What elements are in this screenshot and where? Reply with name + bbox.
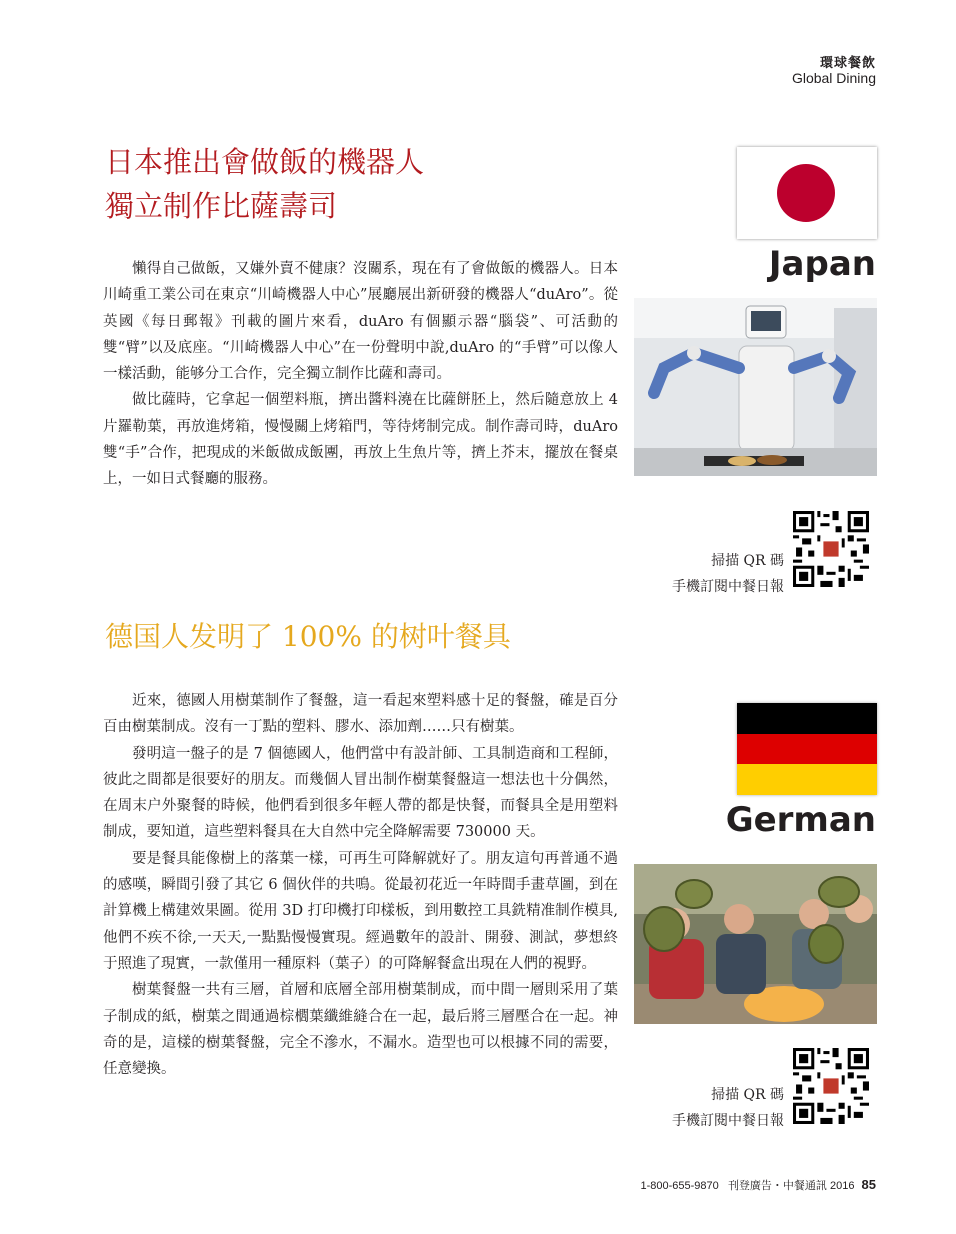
country-label-japan: Japan [768,244,876,284]
qr-label-2-line1: 掃描 QR 碼 [711,1087,784,1103]
friends-illustration [634,864,877,1024]
article2-title: 德国人发明了 100% 的树叶餐具 [105,620,511,653]
page-footer [640,1177,876,1193]
country-label-german: German [725,800,876,840]
qr-code-icon[interactable] [793,1048,869,1124]
article1-body [103,256,618,493]
article1-paragraph-1: 懶得自己做飯，又嫌外賣不健康？沒關系，現在有了會做飯的機器人。日本川崎重工業公司在東京“川崎機器人中心”展廳展出新研發的機器人“duAro”。從英國《每日郵報》刊載的圖片來看，duAro 有個顯示器“腦袋”、可活動的雙“臂”以及底座。“川崎機器人中心”在一份聲明中說,duAro 的“手臂”可以像人一樣活動，能够分工合作，完全獨立制作比薩和壽司。 [103,261,618,383]
robot-illustration [634,298,877,476]
robot-cooking-photo [634,298,877,476]
article1-title-line2: 獨立制作比薩壽司 [105,189,338,223]
germany-flag-icon [737,703,877,795]
qr-code-icon[interactable] [793,511,869,587]
footer-phone: 1-800-655-9870 [640,1180,719,1192]
qr-label-1-line1: 掃描 QR 碼 [711,553,784,569]
article2-paragraph-2: 發明這一盤子的是 7 個德國人，他們當中有設計師、工具制造商和工程師，彼此之間都是很要好的朋友。而幾個人冒出制作樹葉餐盤這一想法也十分偶然，在周末户外聚餐的時候，他們看到很多年輕人帶的都是快餐，而餐具全是用塑料制成，要知道，這些塑料餐具在大自然中完全降解需要 730000 天。 [103,745,618,841]
germany-flag-red [737,734,877,765]
article2-paragraph-4: 樹葉餐盤一共有三層，首層和底層全部用樹葉制成，而中間一層則采用了葉子制成的紙，樹葉之間通過棕櫚葉纖維縫合在一起，最后將三層壓合在一起。神奇的是，這樣的樹葉餐盤，完全不滲水，不漏水。造型也可以根據不同的需要，任意變換。 [103,982,618,1078]
germany-flag-gold [737,764,877,795]
qr-label-2 [672,1082,784,1134]
leaf-plates-photo [634,864,877,1024]
japan-flag-sun [777,164,835,222]
germany-flag-black [737,703,877,734]
page-number: 85 [861,1177,876,1192]
article1-title-line1: 日本推出會做飯的機器人 [105,145,425,179]
qr-label-1-line2: 手機訂閱中餐日報 [672,579,784,595]
section-title-en: Global Dining [791,70,876,86]
article2-paragraph-1: 近來，德國人用樹葉制作了餐盤，這一看起來塑料感十足的餐盤，確是百分百由樹葉制成。沒有一丁點的塑料、膠水、添加劑……只有樹葉。 [103,693,618,736]
qr-label-1 [672,548,784,600]
japan-flag-icon [737,147,877,239]
article2-body [103,688,618,1082]
qr-label-2-line2: 手機訂閱中餐日報 [672,1113,784,1129]
section-title-zh: 環球餐飲 [819,56,876,71]
article2-paragraph-3: 要是餐具能像樹上的落葉一樣，可再生可降解就好了。朋友這句再普通不過的感嘆，瞬間引發了其它 6 個伙伴的共鳴。從最初花近一年時間手畫草圖，到在計算機上構建效果圖。從用 3D 打印機打印樣板，到用數控工具銑精准制作模具,他們不疾不徐,一天天,一點點慢慢實現。經過數年的設計、開發、測試，夢想終于照進了現實，一款僅用一種原料（葉子）的可降解餐盒出現在人們的視野。 [103,850,618,972]
article1-paragraph-2: 做比薩時，它拿起一個塑料瓶，擠出醬料澆在比薩餅胚上，然后隨意放上 4 片羅勒葉，再放進烤箱，慢慢關上烤箱門，等待烤制完成。制作壽司時，duAro 雙“手”合作，把現成的米飯做成飯團，再放上生魚片等，擠上芥末，擺放在餐桌上，一如日式餐廳的服務。 [103,392,618,488]
footer-publication: 刊登廣告・中餐通訊 2016 [727,1180,855,1192]
article1-title [105,140,424,228]
